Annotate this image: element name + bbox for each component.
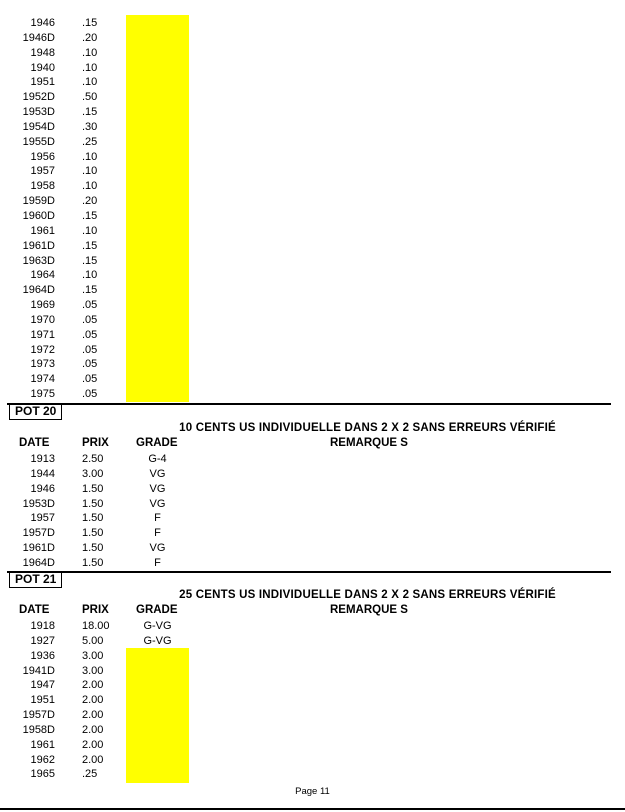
price-cell: .05 xyxy=(82,313,98,326)
table-row xyxy=(0,693,200,708)
price-cell: 2.00 xyxy=(82,738,104,751)
grade-cell: VG xyxy=(149,482,166,495)
price-cell: .10 xyxy=(82,76,98,89)
table-row xyxy=(0,497,200,512)
price-cell: .05 xyxy=(82,388,98,401)
table-row xyxy=(0,526,200,541)
price-cell: .05 xyxy=(82,343,98,356)
date-cell: 1951 xyxy=(30,694,55,707)
table-row xyxy=(0,556,200,571)
price-cell: .05 xyxy=(82,373,98,386)
table-row xyxy=(0,738,200,753)
price-cell: .05 xyxy=(82,328,98,341)
page-bottom-rule xyxy=(0,808,625,810)
price-cell: .10 xyxy=(82,224,98,237)
date-cell: 1946 xyxy=(30,482,55,495)
date-cell: 1975 xyxy=(30,388,55,401)
table-row xyxy=(0,387,200,402)
date-cell: 1961D xyxy=(22,542,55,555)
pot-20-title: 10 CENTS US INDIVIDUELLE DANS 2 X 2 SANS ERREURS VÉRIFIÉ xyxy=(179,422,556,434)
date-cell: 1955D xyxy=(22,135,55,148)
table-row xyxy=(0,452,200,467)
date-cell: 1944 xyxy=(30,467,55,480)
table-row xyxy=(0,678,200,693)
date-cell: 1951 xyxy=(30,76,55,89)
date-cell: 1946 xyxy=(30,17,55,29)
table-row xyxy=(0,150,200,165)
table-row xyxy=(0,753,200,768)
price-cell: .25 xyxy=(82,768,98,781)
date-cell: 1947 xyxy=(30,679,55,692)
table-row xyxy=(0,357,200,372)
pot-21-title: 25 CENTS US INDIVIDUELLE DANS 2 X 2 SANS ERREURS VÉRIFIÉ xyxy=(179,589,556,601)
price-cell: 2.00 xyxy=(82,723,104,736)
date-cell: 1971 xyxy=(30,328,55,341)
price-cell: 1.50 xyxy=(82,542,104,555)
date-cell: 1958 xyxy=(30,180,55,193)
column-header-remarks: REMARQUE S xyxy=(330,604,408,616)
table-row xyxy=(0,120,200,135)
column-header-grade: GRADE xyxy=(136,437,178,449)
table-row xyxy=(0,75,200,90)
price-cell: .20 xyxy=(82,31,98,44)
date-cell: 1961 xyxy=(30,738,55,751)
price-cell: 1.50 xyxy=(82,482,104,495)
pot-20-table xyxy=(0,452,200,571)
date-cell: 1936 xyxy=(30,649,55,662)
table-row xyxy=(0,164,200,179)
date-cell: 1952D xyxy=(22,91,55,104)
table-row xyxy=(0,723,200,738)
date-cell: 1957D xyxy=(22,709,55,722)
price-cell: 18.00 xyxy=(82,620,110,632)
date-cell: 1962 xyxy=(30,753,55,766)
grade-cell: F xyxy=(154,556,161,569)
date-cell: 1954D xyxy=(22,120,55,133)
price-cell: 1.50 xyxy=(82,512,104,525)
grade-cell: VG xyxy=(149,497,166,510)
price-cell: 3.00 xyxy=(82,467,104,480)
price-cell: .10 xyxy=(82,150,98,163)
date-cell: 1970 xyxy=(30,313,55,326)
table-row xyxy=(0,298,200,313)
price-cell: .05 xyxy=(82,299,98,312)
table-row xyxy=(0,313,200,328)
date-cell: 1941D xyxy=(22,664,55,677)
price-cell: 2.00 xyxy=(82,753,104,766)
table-row xyxy=(0,283,200,298)
price-cell: 3.00 xyxy=(82,649,104,662)
date-cell: 1964D xyxy=(22,284,55,297)
grade-cell: F xyxy=(154,527,161,540)
column-header-remarks: REMARQUE S xyxy=(330,437,408,449)
table-row xyxy=(0,343,200,358)
table-row xyxy=(0,194,200,209)
date-cell: 1958D xyxy=(22,723,55,736)
price-cell: .50 xyxy=(82,91,98,104)
table-row xyxy=(0,541,200,556)
grade-cell: G-VG xyxy=(143,634,172,647)
price-cell: .15 xyxy=(82,209,98,222)
pot-21-table xyxy=(0,619,200,782)
price-cell: .15 xyxy=(82,106,98,119)
column-header-grade: GRADE xyxy=(136,604,178,616)
price-cell: .15 xyxy=(82,239,98,252)
table-row xyxy=(0,467,200,482)
table-row xyxy=(0,61,200,76)
date-cell: 1957 xyxy=(30,512,55,525)
price-cell: 2.00 xyxy=(82,679,104,692)
table-row xyxy=(0,31,200,46)
date-cell: 1960D xyxy=(22,209,55,222)
price-cell: 1.50 xyxy=(82,527,104,540)
table-row xyxy=(0,328,200,343)
price-cell: .10 xyxy=(82,46,98,59)
table-row xyxy=(0,224,200,239)
date-cell: 1961 xyxy=(30,224,55,237)
date-cell: 1974 xyxy=(30,373,55,386)
table-row xyxy=(0,179,200,194)
date-cell: 1964D xyxy=(22,556,55,569)
grade-cell: G-4 xyxy=(148,453,167,465)
grade-cell: VG xyxy=(149,467,166,480)
price-cell: 2.50 xyxy=(82,453,104,465)
date-cell: 1972 xyxy=(30,343,55,356)
page-number: Page 11 xyxy=(295,786,330,797)
table-row xyxy=(0,105,200,120)
section-rule xyxy=(7,571,611,573)
price-cell: .15 xyxy=(82,284,98,297)
top-list xyxy=(0,16,200,402)
table-row xyxy=(0,209,200,224)
date-cell: 1946D xyxy=(22,31,55,44)
table-row xyxy=(0,372,200,387)
column-header-price: PRIX xyxy=(82,604,109,616)
date-cell: 1959D xyxy=(22,195,55,208)
pot-20-label: POT 20 xyxy=(9,404,62,420)
price-cell: .10 xyxy=(82,180,98,193)
price-cell: .10 xyxy=(82,165,98,178)
date-cell: 1948 xyxy=(30,46,55,59)
column-header-date: DATE xyxy=(19,437,50,449)
date-cell: 1918 xyxy=(30,620,55,632)
grade-cell: G-VG xyxy=(143,620,172,632)
table-row xyxy=(0,634,200,649)
table-row xyxy=(0,649,200,664)
price-cell: .25 xyxy=(82,135,98,148)
table-row xyxy=(0,482,200,497)
pot-21-label: POT 21 xyxy=(9,572,62,588)
price-cell: 5.00 xyxy=(82,634,104,647)
price-cell: .15 xyxy=(82,17,98,29)
date-cell: 1957 xyxy=(30,165,55,178)
price-cell: 1.50 xyxy=(82,497,104,510)
table-row xyxy=(0,16,200,31)
price-cell: 2.00 xyxy=(82,694,104,707)
price-cell: .30 xyxy=(82,120,98,133)
date-cell: 1969 xyxy=(30,299,55,312)
date-cell: 1957D xyxy=(22,527,55,540)
table-row xyxy=(0,90,200,105)
date-cell: 1927 xyxy=(30,634,55,647)
price-cell: .05 xyxy=(82,358,98,371)
column-header-price: PRIX xyxy=(82,437,109,449)
table-row xyxy=(0,254,200,269)
table-row xyxy=(0,135,200,150)
grade-cell: VG xyxy=(149,542,166,555)
date-cell: 1956 xyxy=(30,150,55,163)
table-row xyxy=(0,239,200,254)
date-cell: 1963D xyxy=(22,254,55,267)
date-cell: 1953D xyxy=(22,497,55,510)
date-cell: 1953D xyxy=(22,106,55,119)
date-cell: 1965 xyxy=(30,768,55,781)
grade-cell: F xyxy=(154,512,161,525)
table-row xyxy=(0,664,200,679)
price-cell: 3.00 xyxy=(82,664,104,677)
table-row xyxy=(0,268,200,283)
table-row xyxy=(0,46,200,61)
date-cell: 1964 xyxy=(30,269,55,282)
date-cell: 1973 xyxy=(30,358,55,371)
date-cell: 1913 xyxy=(30,453,55,465)
date-cell: 1961D xyxy=(22,239,55,252)
table-row xyxy=(0,511,200,526)
price-cell: .10 xyxy=(82,61,98,74)
date-cell: 1940 xyxy=(30,61,55,74)
price-cell: .10 xyxy=(82,269,98,282)
price-cell: .20 xyxy=(82,195,98,208)
price-cell: .15 xyxy=(82,254,98,267)
price-cell: 2.00 xyxy=(82,709,104,722)
table-row xyxy=(0,708,200,723)
section-rule xyxy=(7,403,611,405)
column-header-date: DATE xyxy=(19,604,50,616)
table-row xyxy=(0,619,200,634)
price-cell: 1.50 xyxy=(82,556,104,569)
table-row xyxy=(0,767,200,782)
